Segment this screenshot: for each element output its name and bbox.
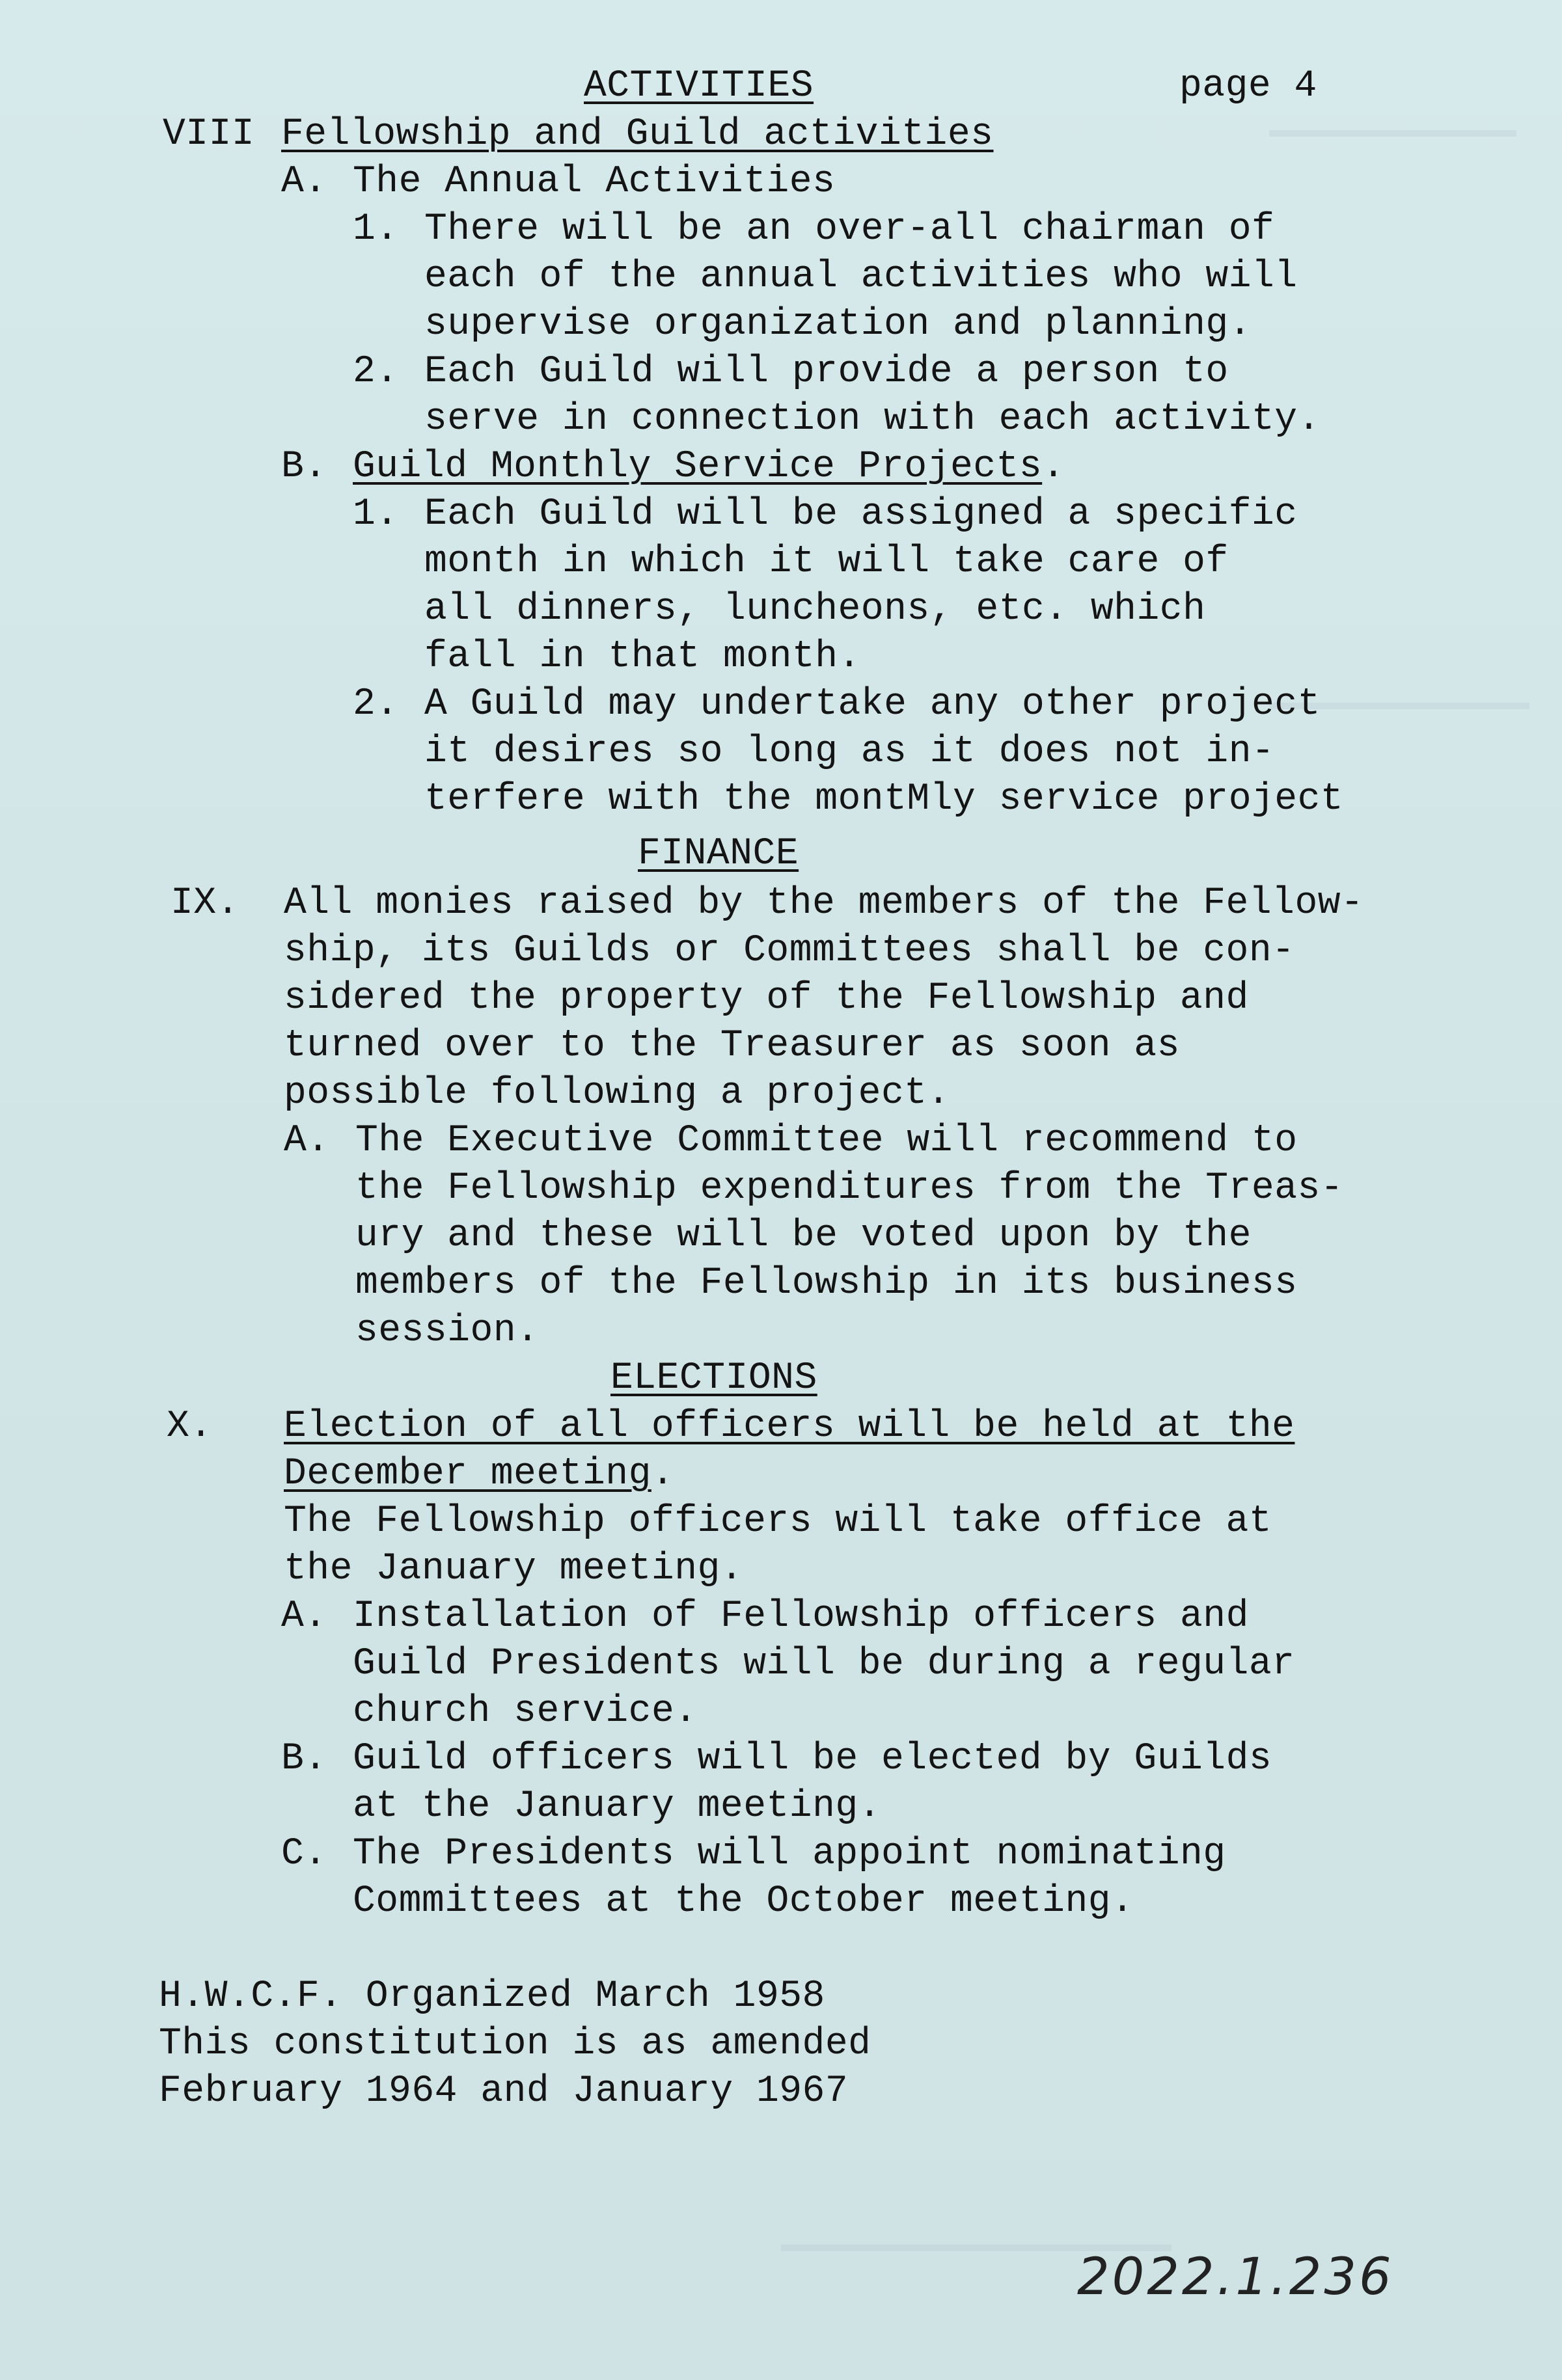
footer-line: H.W.C.F. Organized March 1958 <box>159 1975 825 2018</box>
text-line: fall in that month. <box>424 636 861 678</box>
text-line: each of the annual activities who will <box>424 256 1298 298</box>
subitem-label: 2. <box>353 683 399 725</box>
subitem-label: 1. <box>353 208 399 250</box>
text-line: all dinners, luncheons, etc. which <box>424 588 1206 630</box>
footer-line: This constitution is as amended <box>159 2023 871 2065</box>
subitem-label: 1. <box>353 493 399 535</box>
section-heading-viii: Fellowship and Guild activities <box>281 113 994 156</box>
item-title-guild-projects <box>353 446 1065 489</box>
text-line: The Fellowship officers will take office at <box>284 1500 1272 1543</box>
punctuation: . <box>1042 446 1065 488</box>
item-label-c: C. <box>281 1833 327 1875</box>
text-line <box>284 1453 674 1496</box>
text-line: Installation of Fellowship officers and <box>353 1595 1249 1638</box>
section-heading-elections: ELECTIONS <box>610 1357 817 1400</box>
punctuation: . <box>651 1453 675 1495</box>
text-line-underlined: Election of all officers will be held at the <box>284 1405 1295 1448</box>
text-line: All monies raised by the members of the Fellow- <box>284 882 1364 925</box>
text-line: church service. <box>353 1690 698 1733</box>
text-line: members of the Fellowship in its business <box>355 1262 1298 1305</box>
text-line: turned over to the Treasurer as soon as <box>284 1025 1180 1067</box>
text-line: sidered the property of the Fellowship and <box>284 977 1249 1020</box>
text-line: session. <box>355 1310 540 1352</box>
subitem-label: 2. <box>353 351 399 393</box>
text-line: terfere with the montMly service project <box>424 778 1344 820</box>
text-line: possible following a project. <box>284 1072 950 1115</box>
text-line: serve in connection with each activity. <box>424 398 1321 440</box>
text-line: Each Guild will provide a person to <box>424 351 1229 393</box>
text-line: Each Guild will be assigned a specific <box>424 493 1298 535</box>
item-label-b: B. <box>281 1738 327 1780</box>
text-underlined: December meeting <box>284 1453 651 1495</box>
section-numeral-viii: VIII <box>163 113 255 156</box>
item-title-text: Guild Monthly Service Projects <box>353 446 1043 488</box>
text-line: ury and these will be voted upon by the <box>355 1215 1252 1257</box>
catalog-number-handwritten: 2022.1.236 <box>1077 2248 1394 2306</box>
text-line: the January meeting. <box>284 1548 744 1590</box>
item-title-annual-activities: The Annual Activities <box>353 161 836 203</box>
text-line: A Guild may undertake any other project <box>424 683 1321 725</box>
section-heading-finance: FINANCE <box>638 833 799 875</box>
footer-line: February 1964 and January 1967 <box>159 2070 849 2113</box>
text-line: it desires so long as it does not in- <box>424 731 1275 773</box>
item-label-a: A. <box>281 161 327 203</box>
item-label-b: B. <box>281 446 327 488</box>
section-numeral-ix: IX. <box>171 882 240 925</box>
text-line: There will be an over-all chairman of <box>424 208 1275 250</box>
text-line: ship, its Guilds or Committees shall be con- <box>284 930 1295 972</box>
text-line: Guild Presidents will be during a regular <box>353 1643 1295 1685</box>
text-line: Committees at the October meeting. <box>353 1880 1134 1923</box>
text-line: supervise organization and planning. <box>424 303 1252 345</box>
page-number: page 4 <box>1179 65 1317 107</box>
section-title-activities: ACTIVITIES <box>584 65 814 107</box>
text-line: at the January meeting. <box>353 1785 882 1828</box>
text-line: month in which it will take care of <box>424 541 1229 583</box>
text-line: Guild officers will be elected by Guilds <box>353 1738 1272 1780</box>
text-line: The Executive Committee will recommend to <box>355 1120 1298 1162</box>
text-line: The Presidents will appoint nominating <box>353 1833 1226 1875</box>
item-label-a: A. <box>284 1120 330 1162</box>
item-label-a: A. <box>281 1595 327 1638</box>
text-line: the Fellowship expenditures from the Treas- <box>355 1167 1344 1210</box>
section-numeral-x: X. <box>167 1405 213 1448</box>
